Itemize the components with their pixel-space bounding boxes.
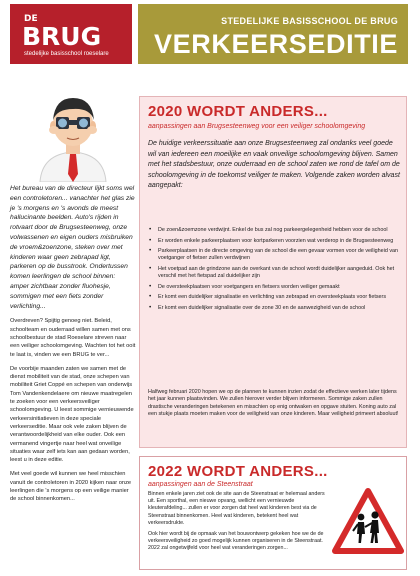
section-2022-body — [148, 491, 328, 557]
logo-prefix: DE — [24, 14, 38, 24]
director-intro: Het bureau van de directeur lijkt soms wel een controletoren... vanachter het glas zie je 's morgens en 's avonds de meest hallucinante beelden. Auto's rijden in rotvaart door de Brugsesteenweg, onze volwassenen en eigen ouders misbruiken de vroem&zoenzone, steken over met kinderen waar geen zebrapad ligt, parkeren op de busstrook. Ondertussen komen leerlingen de school binnen: amper zichtbaar zonder fluohesje, sommigen met een fiets zonder verlichting... — [10, 185, 135, 310]
list-item: • Parkeerplaatsen in de directe omgeving van de school die een gevaar vormen voor de veiligheid van voetganger of fietser zullen verdwijnen — [148, 248, 400, 262]
measures-list — [148, 227, 400, 316]
section-2022-paragraph-1: Binnen enkele jaren ziet ook de site aan de Steenstraat er helemaal anders uit. Een sporthal, een nieuwe opvang, wellicht een vernieuwde kleuterafdeling... zullen er voor zorgen dat heel wat kinderen best via de Steenstraat binnenkomen. Heel wat kinderen, betekent heel wat verkeersdrukte. — [148, 491, 325, 526]
section-2020-lead: De huidige verkeerssituatie aan onze Brugsesteenweg zal ondanks veel goede wil van iedereen een moeilijke en vaak onveilige schoolomgeving blijven. Samen met het stadsbestuur, onze ouderraad en de school zaten we rond de tafel om de schoolomgeving in de toekomst veiliger te maken. Volgende zaken worden alvast aangepakt: — [148, 140, 400, 190]
body-paragraph-3: Met veel goede wil kunnen we heel misschien vanuit de controletoren in 2020 kijken naar onze leerlingen die 's morgens op een veilige manier de school binnenkomen... — [10, 471, 132, 503]
list-item: • De oversteekplaatsen voor voetgangers en fietsers worden veiliger gemaakt — [148, 284, 400, 291]
section-2022 — [139, 456, 407, 570]
list-item: • Er komt een duidelijker signalisatie en verlichting van zebrapad en oversteekplaats voor fietsers — [148, 294, 400, 301]
body-paragraph-1: Overdreven? Spijtig genoeg niet. Beleid, schoolteam en ouderraad willen samen met ons schoolbestuur de stad Roeselare streven naar een veiliger schoolomgeving. Wachten tot het ooit te laat is, vinden we een BRUG te ver... — [10, 318, 136, 358]
section-2020-title: 2020 WORDT ANDERS... — [148, 103, 328, 120]
section-2020 — [139, 96, 407, 448]
director-binoculars-icon — [10, 82, 136, 182]
logo-name: BRUG — [22, 22, 102, 51]
school-logo — [10, 4, 132, 64]
director-column — [10, 82, 136, 504]
section-2022-subtitle: aanpassingen aan de Steenstraat — [148, 481, 253, 488]
list-item: • Het voetpad aan de grindzone aan de overkant van de school wordt duidelijker aangeduid. Ook het verschil met het fietspad zal duidelijker zijn — [148, 266, 400, 280]
section-2020-subtitle: aanpassingen aan Brugsesteenweg voor een veiliger schoolomgeving — [148, 123, 366, 130]
section-2022-paragraph-2: Ook hier wordt bij de opmaak van het bouwontwerp gekeken hoe we de de verkeersveiligheid zo goed mogelijk kunnen organiseren in de Steenstraat. 2022 zal ongetwijfeld voor heel wat veranderingen zorgen... — [148, 531, 324, 552]
list-item: • Er komt een duidelijker signalisatie over de zone 30 en de aanwezigheid van de school — [148, 305, 400, 312]
list-item: • Er worden enkele parkeerplaatsen voor kortparkeren voorzien wat verderop in de Brugsesteenweg — [148, 238, 400, 245]
section-2020-footer: Halfweg februari 2020 hopen we op de plannen te kunnen inzien zodat de effectieve werken later tijdens het jaar kunnen plaatsvinden. We zullen hierover verder blijven informeren. Sommige zaken zullen drastische veranderingen betekenen en misschien op enig ontwaken en opgave stuiten. Koning auto zal een stukje plaats moeten maken voor de veiligheid van onze kinderen. Maar veiligheid primeert absoluut! — [148, 389, 399, 418]
section-2022-title: 2022 WORDT ANDERS... — [148, 463, 328, 480]
list-item: • De zoen&zoemzone verdwijnt. Enkel de bus zal nog parkeergelegenheid hebben voor de school — [148, 227, 400, 234]
school-name: STEDELIJKE BASISSCHOOL DE BRUG — [221, 16, 398, 26]
school-crossing-sign-icon — [332, 487, 404, 557]
body-paragraph-2: De voorbije maanden zaten we samen met de dienst mobiliteit van de stad, onze schepen van mobiliteit Griet Coppé en schepen van onderwijs Tom Vandenkendelaere om nieuwe maatregelen te zoeken voor een verkeersveiliger schoolomgeving. U leest sommige vernieuwende verkeersinitiatieven in deze speciale verkeerseditie. Maar ook vele zaken blijven de verantwoordelijkheid van elke ouder. Ook een vermanend vingertje naar heel wat onveilige situaties waar zelf iets kan aan gedaan worden, leest u in deze editie. — [10, 365, 134, 464]
masthead — [138, 4, 408, 64]
logo-subtitle: stedelijke basisschool roeselare — [24, 51, 109, 57]
edition-title: VERKEERSEDITIE — [154, 29, 398, 59]
director-illustration — [10, 82, 136, 182]
director-body — [10, 317, 136, 503]
